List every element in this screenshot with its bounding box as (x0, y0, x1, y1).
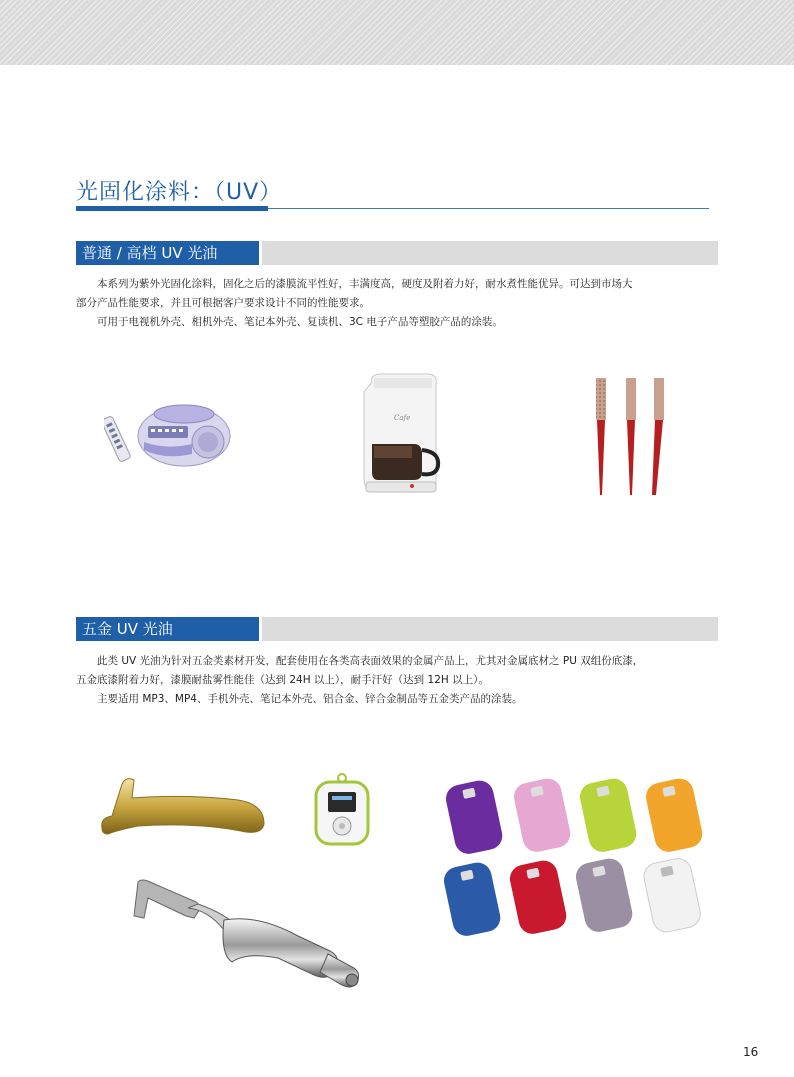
paragraph-line: 本系列为紫外光固化涂料，固化之后的漆膜流平性好，丰满度高，硬度及附着力好，耐水煮性能优异。可达到市场大 (97, 278, 633, 290)
remote-control-icon (104, 416, 131, 463)
title-underline-accent (76, 206, 268, 211)
paragraph-line: 五金底漆附着力好，漆膜耐盐雾性能佳（达到 24H 以上），耐手汗好（达到 12H 以上）。 (76, 674, 489, 686)
coffee-maker-image (352, 372, 447, 497)
phone-shell-gray (573, 856, 635, 934)
chopstick-1 (596, 378, 606, 495)
paragraph-line: 主要适用 MP3、MP4、手机外壳、笔记本外壳、铝合金、锌合金制品等五金类产品的涂装。 (97, 693, 523, 705)
phone-shell-red (507, 858, 569, 936)
section-heading: 五金 UV 光油 (76, 617, 262, 641)
phone-shell-pink (511, 776, 573, 854)
paragraph-line: 可用于电视机外壳、相机外壳、笔记本外壳、复读机、3C 电子产品等塑胶产品的涂装。 (97, 316, 503, 328)
chopsticks-image (590, 375, 670, 500)
header-band (0, 0, 794, 65)
cd-radio-image (104, 392, 234, 472)
section-header-1 (76, 241, 718, 265)
phone-shell-orange (643, 776, 705, 854)
phone-shell-purple (443, 778, 505, 856)
door-handle-image (98, 772, 268, 842)
paragraph-line: 此类 UV 光油为针对五金类素材开发，配套使用在各类高表面效果的金属产品上，尤其对金属底材之 PU 双组份底漆， (97, 655, 644, 667)
svg-text:Cafe: Cafe (394, 414, 411, 422)
mp3-player-image (310, 772, 375, 847)
section-2-description (76, 652, 718, 709)
section-1-description (76, 275, 718, 332)
phone-shell-lime (577, 776, 639, 854)
chopstick-3 (652, 378, 664, 495)
phone-shell-blue (441, 860, 503, 938)
chrome-part-image (128, 878, 368, 1003)
phone-shell-white (641, 856, 703, 934)
page-title: 光固化涂料：（UV） (76, 180, 283, 205)
phone-shells-image (438, 775, 718, 940)
boombox-icon (138, 405, 230, 466)
section-heading: 普通 / 高档 UV 光油 (76, 241, 262, 265)
section-header-2 (76, 617, 718, 641)
chopstick-2 (626, 378, 636, 495)
paragraph-line: 部分产品性能要求，并且可根据客户要求设计不同的性能要求。 (76, 297, 370, 309)
page-number: 16 (743, 1045, 759, 1059)
